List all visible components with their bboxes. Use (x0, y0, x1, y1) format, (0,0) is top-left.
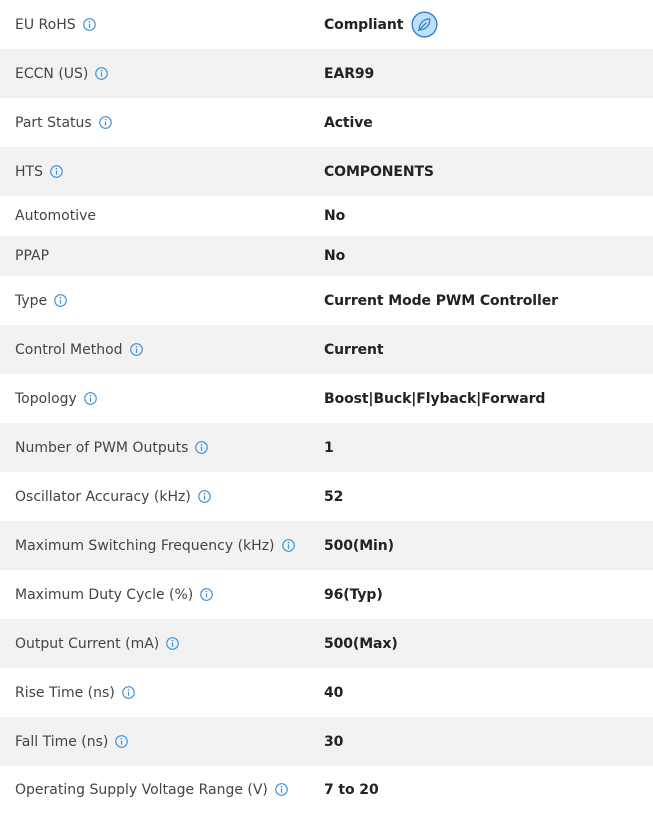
spec-value: 7 to 20 (324, 781, 379, 798)
info-icon[interactable] (99, 116, 112, 129)
info-icon[interactable] (166, 637, 179, 650)
spec-label: EU RoHS (15, 16, 76, 33)
spec-row-max-duty-cycle (0, 570, 653, 619)
leaf-icon (411, 11, 438, 38)
spec-label-cell (0, 208, 324, 224)
spec-value-cell (324, 293, 653, 309)
spec-label: Oscillator Accuracy (kHz) (15, 488, 191, 505)
spec-value: 52 (324, 488, 344, 505)
spec-value: Boost|Buck|Flyback|Forward (324, 390, 546, 407)
spec-value: 40 (324, 684, 344, 701)
info-icon[interactable] (122, 686, 135, 699)
info-icon[interactable] (130, 343, 143, 356)
spec-value-cell (324, 538, 653, 554)
spec-value-cell (324, 782, 653, 798)
spec-label-cell (0, 734, 324, 750)
spec-label-cell (0, 164, 324, 180)
spec-label: Control Method (15, 341, 123, 358)
spec-label: Number of PWM Outputs (15, 439, 189, 456)
spec-row-rise-time (0, 668, 653, 717)
spec-value: 500(Max) (324, 635, 398, 652)
spec-value: Current Mode PWM Controller (324, 292, 558, 309)
spec-row-oscillator-accuracy (0, 472, 653, 521)
spec-label: Maximum Switching Frequency (kHz) (15, 537, 275, 554)
spec-value-cell (324, 11, 653, 38)
spec-value: No (324, 208, 346, 224)
spec-value-cell (324, 489, 653, 505)
spec-value-cell (324, 208, 653, 224)
spec-row-hts (0, 147, 653, 196)
spec-label: ECCN (US) (15, 65, 89, 82)
info-icon[interactable] (84, 392, 97, 405)
spec-value: 30 (324, 733, 344, 750)
spec-row-topology (0, 374, 653, 423)
spec-label: Rise Time (ns) (15, 684, 115, 701)
spec-row-ppap (0, 236, 653, 276)
spec-value-cell (324, 391, 653, 407)
spec-label: HTS (15, 163, 43, 180)
spec-label: Topology (15, 390, 77, 407)
spec-label: Fall Time (ns) (15, 733, 109, 750)
spec-label-cell (0, 587, 324, 603)
spec-label-cell (0, 342, 324, 358)
spec-value-cell (324, 66, 653, 82)
spec-label-cell (0, 636, 324, 652)
info-icon[interactable] (54, 294, 67, 307)
info-icon[interactable] (198, 490, 211, 503)
spec-label-cell (0, 440, 324, 456)
spec-value-cell (324, 164, 653, 180)
spec-label-cell (0, 391, 324, 407)
info-icon[interactable] (275, 783, 288, 796)
spec-label-cell (0, 66, 324, 82)
spec-label-cell (0, 538, 324, 554)
spec-label: Operating Supply Voltage Range (V) (15, 781, 268, 798)
spec-label-cell (0, 17, 324, 33)
spec-label: Part Status (15, 114, 92, 131)
info-icon[interactable] (115, 735, 128, 748)
spec-label: Output Current (mA) (15, 635, 160, 652)
spec-row-type (0, 276, 653, 325)
info-icon[interactable] (282, 539, 295, 552)
spec-value-cell (324, 440, 653, 456)
spec-row-pwm-outputs (0, 423, 653, 472)
spec-value: COMPONENTS (324, 163, 434, 180)
spec-label: Automotive (15, 208, 96, 224)
spec-value: 1 (324, 439, 334, 456)
spec-label-cell (0, 115, 324, 131)
spec-value: Compliant (324, 16, 404, 33)
spec-label-cell (0, 293, 324, 309)
info-icon[interactable] (95, 67, 108, 80)
spec-label: Maximum Duty Cycle (%) (15, 586, 194, 603)
spec-value: Active (324, 114, 373, 131)
spec-row-output-current (0, 619, 653, 668)
spec-label: Type (15, 292, 48, 309)
spec-row-automotive (0, 196, 653, 236)
spec-row-supply-voltage (0, 766, 653, 813)
spec-value: 500(Min) (324, 537, 394, 554)
spec-row-fall-time (0, 717, 653, 766)
spec-value-cell (324, 115, 653, 131)
spec-value-cell (324, 636, 653, 652)
info-icon[interactable] (195, 441, 208, 454)
spec-row-control-method (0, 325, 653, 374)
info-icon[interactable] (83, 18, 96, 31)
spec-label: PPAP (15, 248, 50, 264)
spec-row-eu-rohs (0, 0, 653, 49)
spec-label-cell (0, 782, 324, 798)
spec-row-max-switching-frequency (0, 521, 653, 570)
info-icon[interactable] (200, 588, 213, 601)
spec-value-cell (324, 342, 653, 358)
spec-value-cell (324, 248, 653, 264)
spec-value-cell (324, 587, 653, 603)
spec-label-cell (0, 685, 324, 701)
spec-label-cell (0, 489, 324, 505)
spec-value: Current (324, 341, 384, 358)
spec-value: EAR99 (324, 65, 375, 82)
info-icon[interactable] (50, 165, 63, 178)
spec-row-eccn (0, 49, 653, 98)
spec-value-cell (324, 734, 653, 750)
spec-row-part-status (0, 98, 653, 147)
spec-label-cell (0, 248, 324, 264)
spec-value: No (324, 248, 346, 264)
spec-value-cell (324, 685, 653, 701)
spec-value: 96(Typ) (324, 586, 383, 603)
